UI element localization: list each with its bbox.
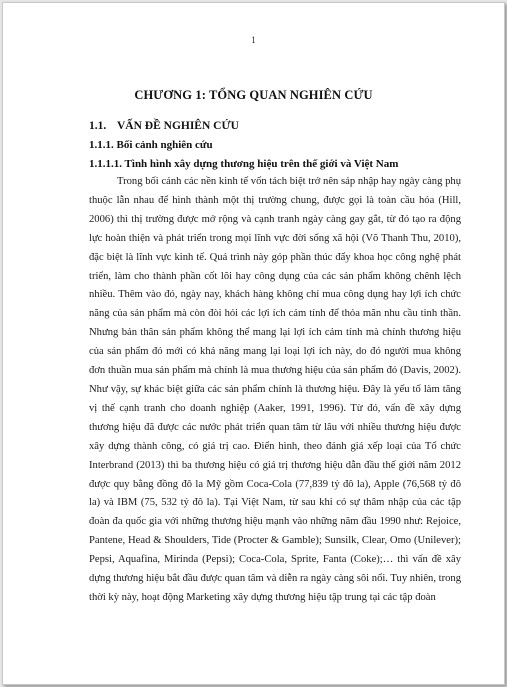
section-title: VẤN ĐỀ NGHIÊN CỨU [117,120,239,132]
document-page [2,2,505,685]
page-number: 1 [251,35,256,45]
section-heading [89,120,239,132]
subsection-heading: 1.1.1. Bối cảnh nghiên cứu [89,139,213,151]
subsubsection-heading: 1.1.1.1. Tình hình xây dựng thương hiệu trên thế giới và Việt Nam [89,158,399,170]
section-number: 1.1. [89,120,107,132]
body-paragraph: Trong bối cảnh các nền kinh tế vốn tách biệt trở nên sáp nhập hay ngày càng phụ thuộc lẫn nhau để hình thành một thị trường chung, được gọi là toàn cầu hóa (Hill, 2006) thì thị trường được mở rộng và cạnh tranh ngày càng gay gắt, từ đó tạo ra động lực hoàn thiện và phát triển trong mọi lĩnh vực đời sống xã hội (Võ Thanh Thu, 2010), đặc biệt là lĩnh vực kinh tế. Quá trình này góp phần thúc đẩy khoa học công nghệ phát triển, làm cho thành phần cốt lõi hay công dụng của các sản phẩm không chênh lệch nhiều. Thêm vào đó, ngày nay, khách hàng không chỉ mua công dụng hay lợi ích chức năng của sản phẩm mà còn đòi hỏi các lợi ích cảm tính để thỏa mãn nhu cầu tinh thần. Nhưng bản thân sản phẩm không thể mang lại lợi ích cảm tính mà chính thương hiệu của sản phẩm đó mới có khả năng mang lại loại lợi ích này, do đó người mua không đơn thuần mua sản phẩm mà chính là mua thương hiệu của sản phẩm đó (Davis, 2002). Như vậy, sự khác biệt giữa các sản phẩm chính là thương hiệu. Đây là yếu tố làm tăng vị thế cạnh tranh cho doanh nghiệp (Aaker, 1991, 1996). Từ đó, vấn đề xây dựng thương hiệu đã được các nước phát triển quan tâm từ lâu với nhiều thương hiệu được xây dựng thành công, có giá trị cao. Điển hình, theo đánh giá xếp loại của Tổ chức Interbrand (2013) thì ba thương hiệu có giá trị thương hiệu dẫn đầu thế giới năm 2012 được quy bằng đồng đô la Mỹ gồm Coca-Cola (77,839 tỷ đô la), Apple (76,568 tỷ đô la) và IBM (75, 532 tỷ đô la). Tại Việt Nam, từ sau khi có sự thâm nhập của các tập đoàn đa quốc gia với những thương hiệu mạnh vào những năm đầu 1990 như: Rejoice, Pantene, Head & Shoulders, Tide (Procter & Gamble); Sunsilk, Clear, Omo (Unilever); Pepsi, Aquafina, Mirinda (Pepsi); Coca-Cola, Sprite, Fanta (Coke);… thì vấn đề xây dựng thương hiệu bắt đầu được quan tâm và diễn ra ngày càng sôi nổi. Tuy nhiên, trong thời kỳ này, hoạt động Marketing xây dựng thương hiệu tập trung tại các tập đoàn [89,176,461,603]
chapter-title: CHƯƠNG 1: TỔNG QUAN NGHIÊN CỨU [134,88,373,102]
